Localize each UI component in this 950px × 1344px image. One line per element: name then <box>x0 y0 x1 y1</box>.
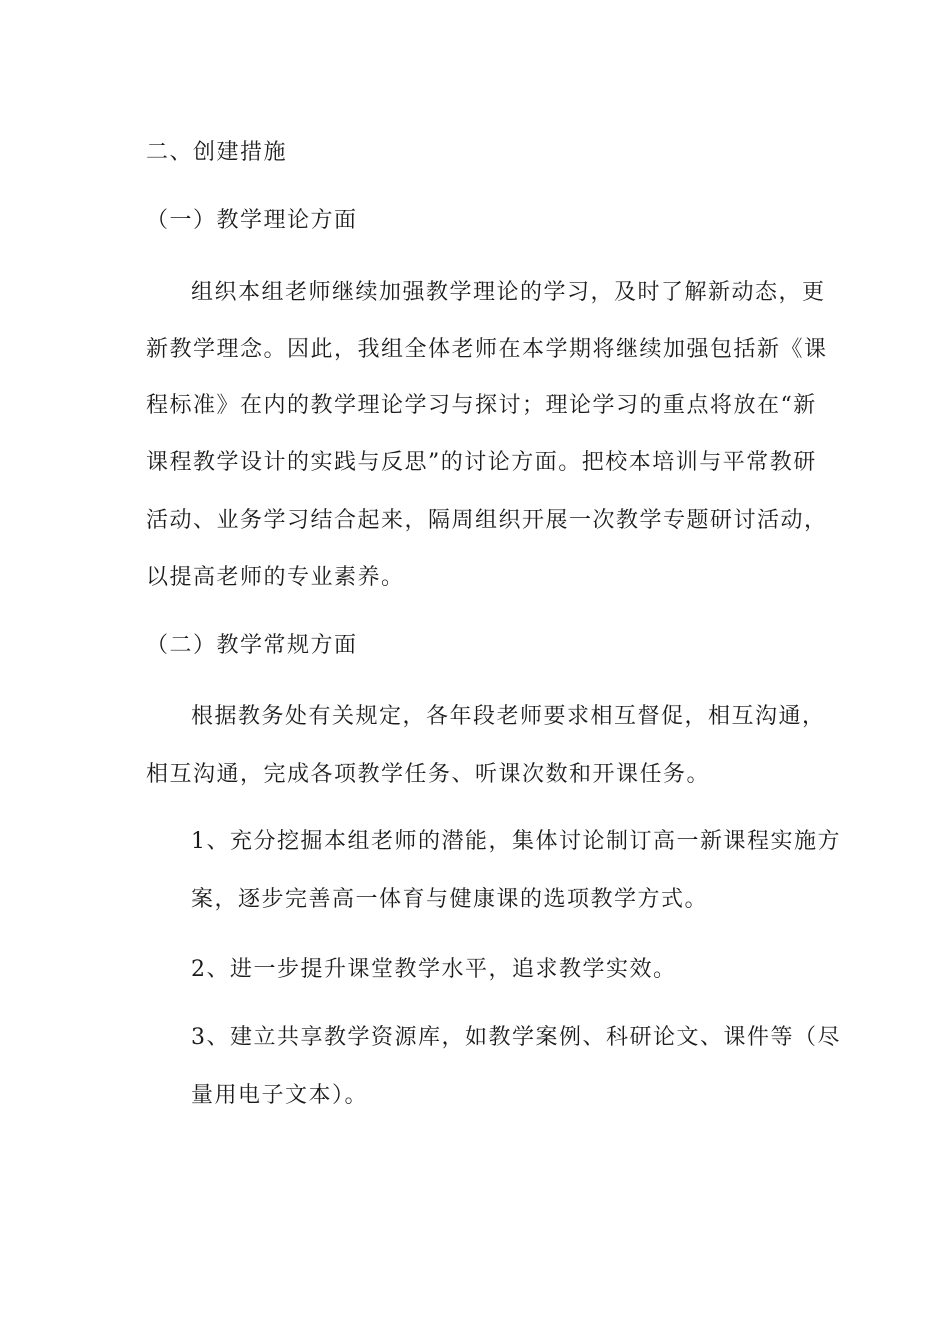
paragraph-line: 程标准》在内的教学理论学习与探讨；理论学习的重点将放在“新 <box>146 393 817 418</box>
paragraph-line: 活动、业务学习结合起来，隔周组织开展一次教学专题研讨活动， <box>146 508 828 533</box>
part1-heading: （一）教学理论方面 <box>146 208 358 233</box>
paragraph-line: 组织本组老师继续加强教学理论的学习，及时了解新动态，更 <box>191 280 826 305</box>
part2-heading: （二）教学常规方面 <box>146 633 358 658</box>
list-item-line: 3、建立共享教学资源库，如教学案例、科研论文、课件等（尽 <box>191 1025 841 1050</box>
paragraph-line: 相互沟通，完成各项教学任务、听课次数和开课任务。 <box>146 762 711 787</box>
list-item-line: 量用电子文本）。 <box>191 1083 369 1108</box>
paragraph-line: 新教学理念。因此，我组全体老师在本学期将继续加强包括新《课 <box>146 337 828 362</box>
paragraph-line: 以提高老师的专业素养。 <box>146 565 405 590</box>
section-title: 二、创建措施 <box>146 140 288 165</box>
paragraph-line: 课程教学设计的实践与反思”的讨论方面。把校本培训与平常教研 <box>146 450 817 475</box>
paragraph-line: 根据教务处有关规定，各年段老师要求相互督促，相互沟通， <box>191 704 826 729</box>
list-item-line: 案，逐步完善高一体育与健康课的选项教学方式。 <box>191 887 709 912</box>
list-item-line: 1、充分挖掘本组老师的潜能，集体讨论制订高一新课程实施方 <box>191 829 841 854</box>
list-item-line: 2、进一步提升课堂教学水平，追求教学实效。 <box>191 957 677 982</box>
